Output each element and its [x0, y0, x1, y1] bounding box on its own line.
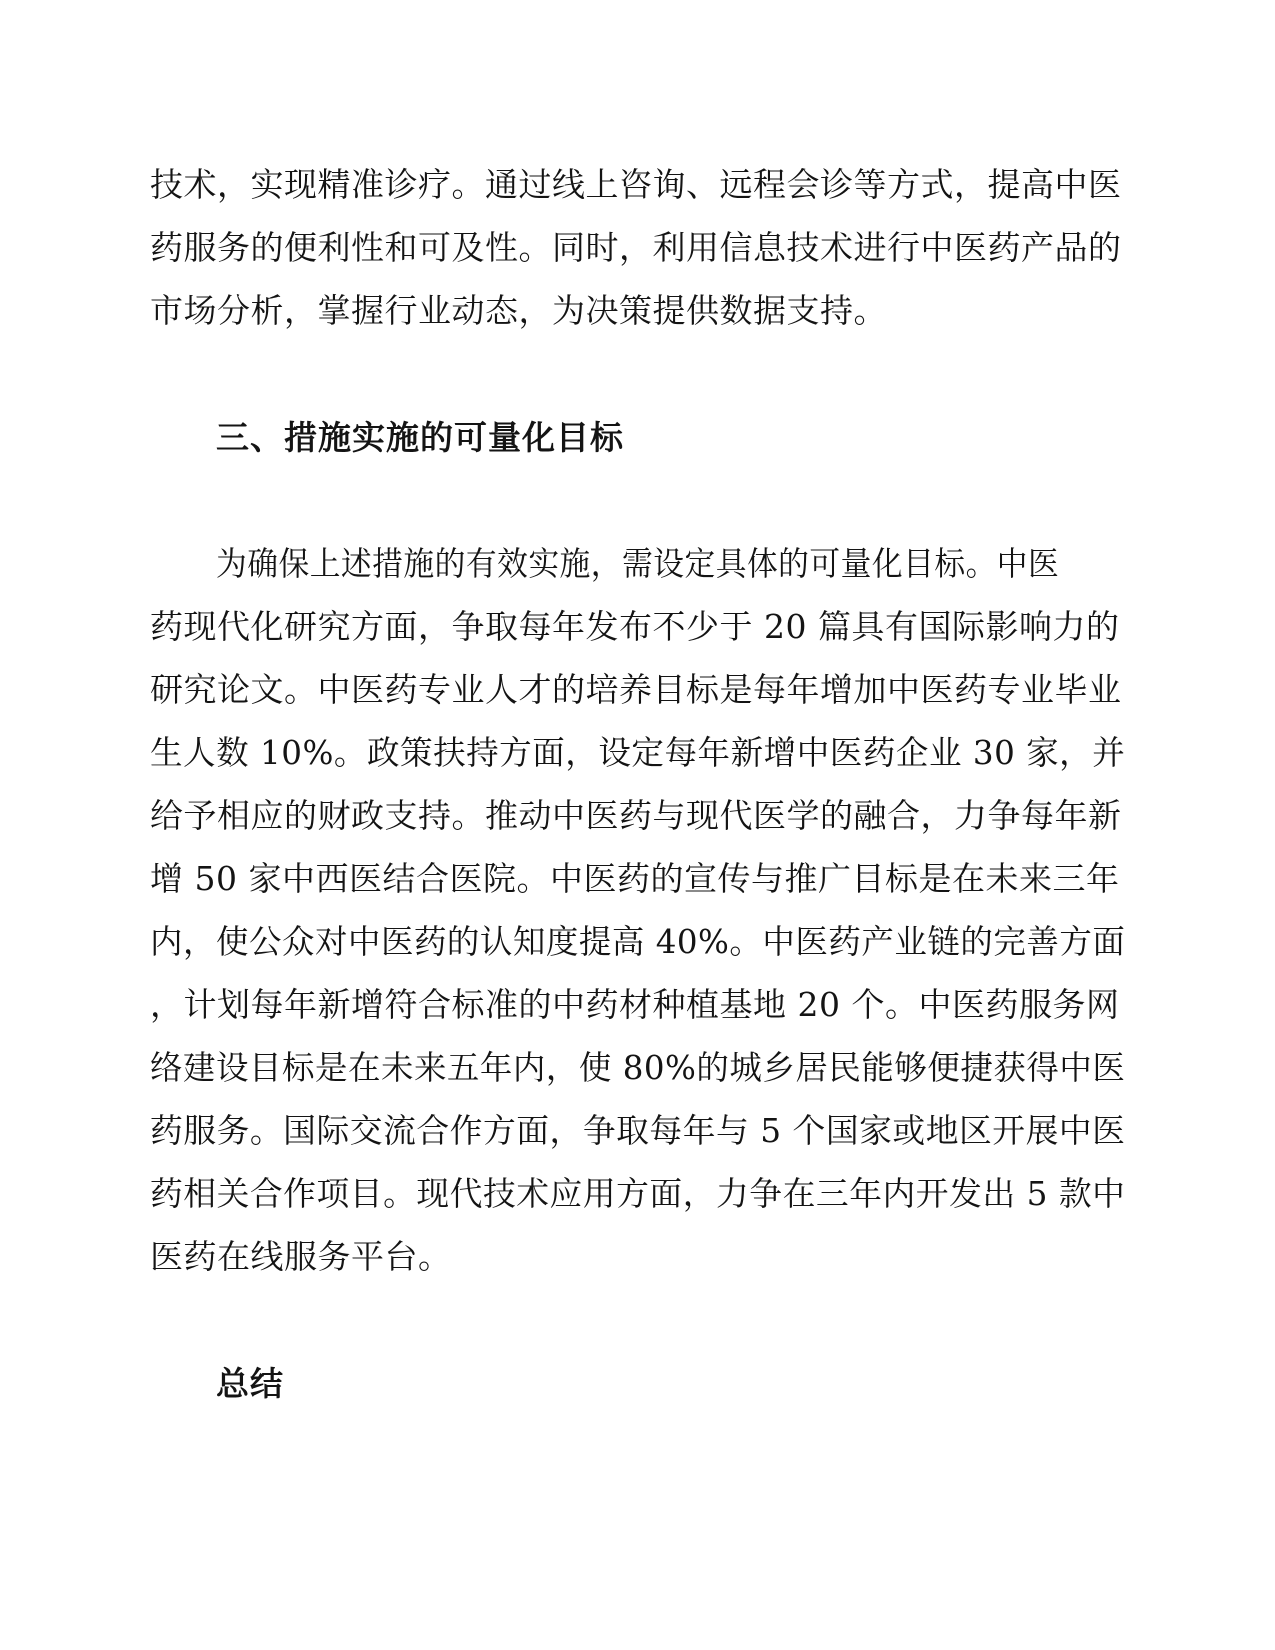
paragraph-line: 研究论文。中医药专业人才的培养目标是每年增加中医药专业毕业: [150, 670, 1122, 709]
paragraph-line: ，计划每年新增符合标准的中药材种植基地 20 个。中医药服务网: [150, 985, 1120, 1024]
summary-heading: 总结: [216, 1364, 284, 1403]
paragraph-line: 药服务。国际交流合作方面，争取每年与 5 个国家或地区开展中医: [150, 1111, 1126, 1150]
paragraph-line: 市场分析，掌握行业动态，为决策提供数据支持。: [150, 291, 887, 330]
paragraph-line: 药服务的便利性和可及性。同时，利用信息技术进行中医药产品的: [150, 228, 1122, 267]
section-heading: 三、措施实施的可量化目标: [216, 418, 624, 457]
paragraph-line: 增 50 家中西医结合医院。中医药的宣传与推广目标是在未来三年: [150, 859, 1120, 898]
paragraph-line: 为确保上述措施的有效实施，需设定具体的可量化目标。中医: [216, 544, 1060, 583]
paragraph-line: 生人数 10%。政策扶持方面，设定每年新增中医药企业 30 家，并: [150, 733, 1126, 772]
paragraph-line: 给予相应的财政支持。推动中医药与现代医学的融合，力争每年新: [150, 796, 1122, 835]
paragraph-line: 药相关合作项目。现代技术应用方面，力争在三年内开发出 5 款中: [150, 1174, 1126, 1213]
paragraph-line: 络建设目标是在未来五年内，使 80%的城乡居民能够便捷获得中医: [150, 1048, 1126, 1087]
paragraph-line: 药现代化研究方面，争取每年发布不少于 20 篇具有国际影响力的: [150, 607, 1120, 646]
paragraph-line: 内，使公众对中医药的认知度提高 40%。中医药产业链的完善方面: [150, 922, 1126, 961]
paragraph-line: 技术，实现精准诊疗。通过线上咨询、远程会诊等方式，提高中医: [150, 165, 1122, 204]
paragraph-line: 医药在线服务平台。: [150, 1237, 452, 1276]
